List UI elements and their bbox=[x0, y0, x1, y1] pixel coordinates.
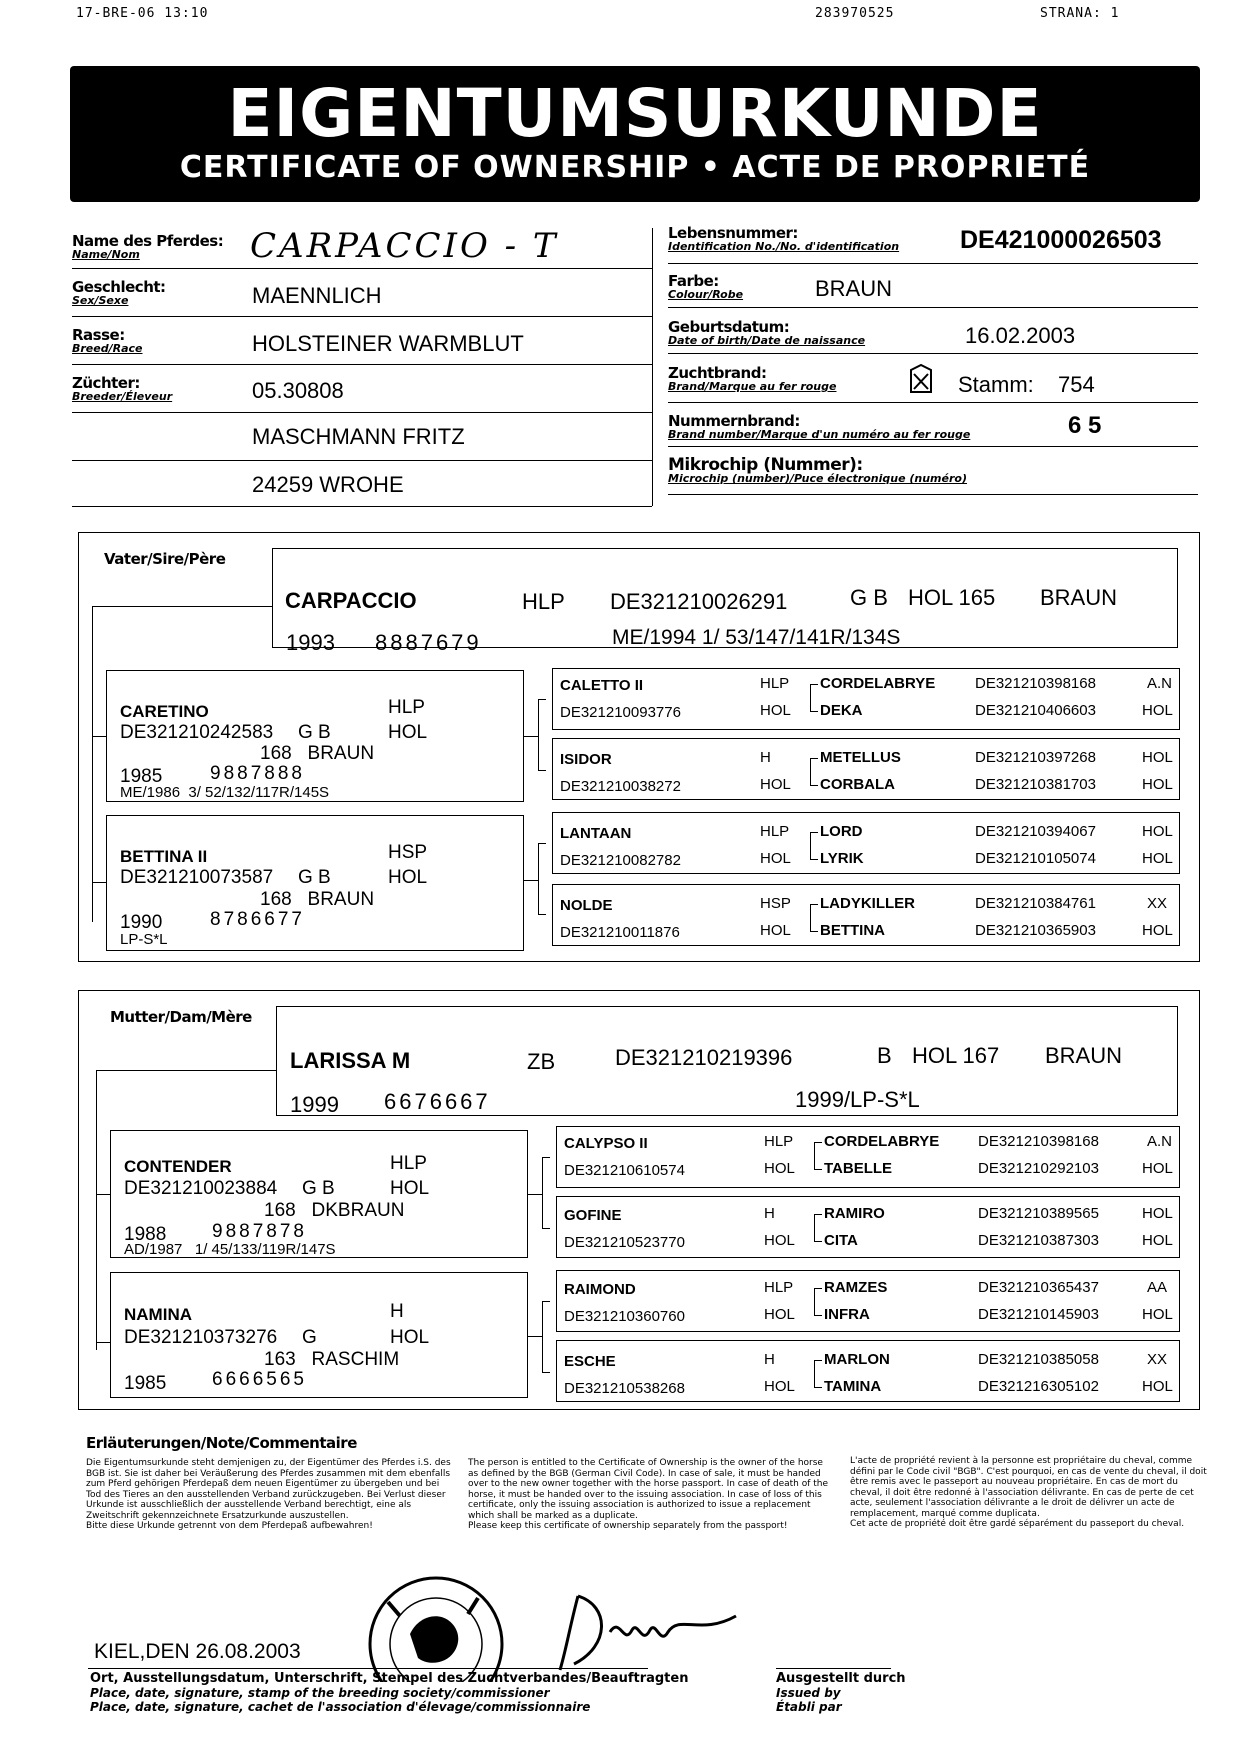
dam-granddam-gb: G bbox=[302, 1327, 317, 1348]
sire-grandsire-performance: ME/1986 3/ 52/132/117R/145S bbox=[120, 784, 330, 801]
dam-grandsire-performance: AD/1987 1/ 45/133/119R/147S bbox=[124, 1241, 336, 1258]
sire-gg4-parent1: LADYKILLER bbox=[820, 895, 915, 912]
life-number: DE421000026503 bbox=[960, 226, 1162, 254]
sire-gg4-reg1: XX bbox=[1147, 895, 1168, 912]
dam-gg2-reg1: HOL bbox=[1142, 1205, 1173, 1222]
dam-gg1-reg2: HOL bbox=[1142, 1160, 1173, 1177]
sire-gg2-parent2: CORBALA bbox=[820, 776, 895, 793]
dam-grandsire-gb: G B bbox=[302, 1178, 335, 1199]
dam-gg4-id2: DE321216305102 bbox=[978, 1378, 1099, 1395]
dam-gg4-name: ESCHE bbox=[564, 1353, 616, 1370]
sire-granddam-performance: LP-S*L bbox=[120, 931, 168, 948]
sire-id: DE321210026291 bbox=[610, 589, 788, 614]
dam-gg3-name: RAIMOND bbox=[564, 1281, 636, 1298]
breeder-id: 05.30808 bbox=[252, 378, 344, 403]
dam-gg1-reg1: A.N bbox=[1147, 1133, 1173, 1150]
sire-performance: ME/1994 1/ 53/147/141R/134S bbox=[612, 626, 901, 649]
dam-granddam-status: H bbox=[390, 1301, 404, 1322]
sire-gb: G B bbox=[850, 585, 888, 610]
dam-gg4-id1: DE321210385058 bbox=[978, 1351, 1099, 1368]
horse-name: CARPACCIO - T bbox=[250, 226, 559, 266]
dam-hol: HOL 167 bbox=[912, 1043, 1000, 1068]
sire-code: 8887679 bbox=[375, 630, 482, 655]
sire-gg2-id2: DE321210381703 bbox=[975, 776, 1096, 793]
dam-performance: 1999/LP-S*L bbox=[795, 1087, 920, 1112]
sire-gg2-id1: DE321210397268 bbox=[975, 749, 1096, 766]
sire-gg4-name: NOLDE bbox=[560, 897, 613, 914]
dam-gg4-reg2: HOL bbox=[1142, 1378, 1173, 1395]
sire-gg3-id2: DE321210105074 bbox=[975, 850, 1096, 867]
dam-gg1-id2: DE321210292103 bbox=[978, 1160, 1099, 1177]
dam-gg4-parent2: TAMINA bbox=[824, 1378, 882, 1395]
dam-gg2-status1: H bbox=[764, 1205, 775, 1222]
breeder-name: MASCHMANN FRITZ bbox=[252, 424, 465, 449]
sire-gg2-status2: HOL bbox=[760, 776, 791, 793]
sire-gg3-id1: DE321210394067 bbox=[975, 823, 1096, 840]
dam-grandsire-code: 9887878 bbox=[212, 1221, 307, 1242]
issue-place-date: KIEL,DEN 26.08.2003 bbox=[94, 1640, 301, 1663]
dam-id: DE321210219396 bbox=[615, 1045, 793, 1070]
dam-gg4-status1: H bbox=[764, 1351, 775, 1368]
sire-gg1-parent2: DEKA bbox=[820, 702, 863, 719]
sire-gg2-parent1: METELLUS bbox=[820, 749, 901, 766]
dob-value: 16.02.2003 bbox=[965, 323, 1076, 348]
sire-gg1-status2: HOL bbox=[760, 702, 791, 719]
dam-section-label: Mutter/Dam/Mère bbox=[110, 1008, 252, 1026]
dam-grandsire-id: DE321210023884 bbox=[124, 1178, 278, 1199]
sex-value: MAENNLICH bbox=[252, 283, 382, 308]
sire-gg2-reg2: HOL bbox=[1142, 776, 1173, 793]
sire-grandsire-name: CARETINO bbox=[120, 702, 209, 721]
dam-gg3-parent2: INFRA bbox=[824, 1306, 870, 1323]
dam-grandsire-hol: HOL bbox=[390, 1178, 430, 1199]
sire-gg4-status2: HOL bbox=[760, 922, 791, 939]
sex-label: Geschlecht: Sex/Sexe bbox=[72, 278, 166, 307]
notes-heading: Erläuterungen/Note/Commentaire bbox=[86, 1434, 357, 1452]
dam-gg3-reg1: AA bbox=[1147, 1279, 1168, 1296]
dam-granddam-year: 1985 bbox=[124, 1373, 167, 1394]
number-brand-label: Nummernbrand: Brand number/Marque d'un numéro au fer rouge bbox=[668, 412, 971, 441]
notes-english: The person is entitled to the Certificate of Ownership is the owner of the horse as defined by the BGB (German Civil Code). In case of sale, it must be handed over to the new owner together with the horse passport. In case of death of the horse, it must be handed over to the issuing association. In case of loss of this certificate, only the issuing association is authorized to issue a replacement which shall be marked as a duplicate. Please keep this certificate of ownership separately from the passport! bbox=[468, 1458, 829, 1531]
sire-granddam-hol: HOL bbox=[388, 867, 428, 888]
dam-gg2-id1: DE321210389565 bbox=[978, 1205, 1099, 1222]
sire-gg2-name: ISIDOR bbox=[560, 751, 612, 768]
notes-french: L'acte de propriété revient à la personne est propriétaire du cheval, comme défini par le Code civil "BGB". C'est pourquoi, en cas de vente du cheval, il doit être remis avec le passeport au nouveau propriétaire. En cas de mort du cheval, il doit être redonné à l'association délivrante. En cas de perte de cet acte, seulement l'association délivrante a le droit de délivrer un acte de remplacement, marqué comme duplicata. Cet acte de propriété doit être gardé séparément du passeport du cheval. bbox=[850, 1456, 1207, 1529]
dam-gg3-id: DE321210360760 bbox=[564, 1308, 685, 1325]
dam-granddam-code: 6666565 bbox=[212, 1369, 307, 1390]
microchip-label: Mikrochip (Nummer): Microchip (number)/Puce électronique (numéro) bbox=[668, 455, 967, 485]
dam-code: 6676667 bbox=[384, 1089, 491, 1114]
dam-gg1-status2: HOL bbox=[764, 1160, 795, 1177]
sire-granddam-year: 1990 bbox=[120, 912, 163, 933]
sire-grandsire-hol: HOL bbox=[388, 722, 428, 743]
sire-colour: BRAUN bbox=[1040, 585, 1118, 610]
breed-label: Rasse: Breed/Race bbox=[72, 326, 143, 355]
breeder-town: 24259 WROHE bbox=[252, 472, 404, 497]
dam-year: 1999 bbox=[290, 1092, 339, 1117]
dam-gg2-id2: DE321210387303 bbox=[978, 1232, 1099, 1249]
sire-gg3-parent1: LORD bbox=[820, 823, 863, 840]
sire-gg1-id: DE321210093776 bbox=[560, 704, 681, 721]
dam-gg4-status2: HOL bbox=[764, 1378, 795, 1395]
number-brand-value: 6 5 bbox=[1068, 412, 1102, 439]
sire-granddam-colour: 168 BRAUN bbox=[260, 889, 375, 910]
dam-gg2-name: GOFINE bbox=[564, 1207, 622, 1224]
dam-colour: BRAUN bbox=[1045, 1043, 1123, 1068]
sire-gg4-status1: HSP bbox=[760, 895, 791, 912]
sire-granddam-status: HSP bbox=[388, 842, 428, 863]
title-banner bbox=[70, 66, 1200, 202]
notes-german: Die Eigentumsurkunde steht demjenigen zu, der Eigentümer des Pferdes i.S. des BGB ist. Sie ist daher bei Veräußerung des Pferdes zusammen mit dem ebenfalls zum Pferd gehörigen Pferdepaß dem neuen Eigentümer zu übergeben und bei Tod des Tieres an den ausstellenden Verband zurückzugeben. Bei Verlust dieser Urkunde ist ausschließlich der ausstellende Verband berechtigt, eine als Zweitschrift gekennzeichnete Ersatzurkunde auszustellen. Bitte diese Urkunde getrennt von dem Pferdepaß aufbewahren! bbox=[86, 1458, 451, 1531]
sire-gg4-reg2: HOL bbox=[1142, 922, 1173, 939]
sire-name: CARPACCIO bbox=[285, 588, 417, 613]
dam-granddam-colour: 163 RASCHIM bbox=[264, 1349, 400, 1370]
dam-gg3-status2: HOL bbox=[764, 1306, 795, 1323]
sire-gg4-id: DE321210011876 bbox=[560, 924, 680, 941]
sire-grandsire-status: HLP bbox=[388, 697, 425, 718]
dam-grandsire-name: CONTENDER bbox=[124, 1157, 232, 1176]
dam-gg1-parent1: CORDELABRYE bbox=[824, 1133, 940, 1150]
stamm-label: Stamm: bbox=[958, 372, 1034, 397]
dam-gg2-status2: HOL bbox=[764, 1232, 795, 1249]
life-number-label: Lebensnummer: Identification No./No. d'identification bbox=[668, 224, 900, 253]
document-subtitle: CERTIFICATE OF OWNERSHIP • ACTE DE PROPRIETÉ bbox=[179, 150, 1091, 185]
sire-gg3-id: DE321210082782 bbox=[560, 852, 681, 869]
sire-section-label: Vater/Sire/Père bbox=[104, 550, 226, 568]
brand-label: Zuchtbrand: Brand/Marque au fer rouge bbox=[668, 364, 837, 393]
dam-gg1-status1: HLP bbox=[764, 1133, 794, 1150]
sire-granddam-id: DE321210073587 bbox=[120, 867, 274, 888]
fax-timestamp: 17-BRE-06 13:10 bbox=[76, 6, 209, 21]
brand-mark-icon bbox=[908, 362, 934, 396]
dam-status: ZB bbox=[527, 1049, 556, 1074]
sire-hol: HOL 165 bbox=[908, 585, 996, 610]
dam-gg1-parent2: TABELLE bbox=[824, 1160, 893, 1177]
dam-gg3-status1: HLP bbox=[764, 1279, 794, 1296]
dam-granddam-name: NAMINA bbox=[124, 1305, 192, 1324]
dam-gg3-id2: DE321210145903 bbox=[978, 1306, 1099, 1323]
dam-gb: B bbox=[877, 1043, 892, 1068]
sire-gg1-reg1: A.N bbox=[1147, 675, 1173, 692]
dam-gg1-id1: DE321210398168 bbox=[978, 1133, 1099, 1150]
sire-status: HLP bbox=[522, 589, 565, 614]
sire-gg1-name: CALETTO II bbox=[560, 677, 644, 694]
sire-granddam-code: 8786677 bbox=[210, 909, 305, 930]
dam-gg4-id: DE321210538268 bbox=[564, 1380, 685, 1397]
sire-gg2-id: DE321210038272 bbox=[560, 778, 681, 795]
sire-year: 1993 bbox=[286, 630, 335, 655]
dam-gg1-name: CALYPSO II bbox=[564, 1135, 648, 1152]
dam-granddam-id: DE321210373276 bbox=[124, 1327, 278, 1348]
sire-gg3-name: LANTAAN bbox=[560, 825, 632, 842]
sire-grandsire-code: 9887888 bbox=[210, 763, 305, 784]
sire-gg1-status1: HLP bbox=[760, 675, 790, 692]
sire-gg1-id2: DE321210406603 bbox=[975, 702, 1096, 719]
name-label: Name des Pferdes: Name/Nom bbox=[72, 232, 224, 261]
colour-value: BRAUN bbox=[815, 276, 893, 301]
sire-granddam-name: BETTINA II bbox=[120, 847, 208, 866]
official-stamp-icon bbox=[358, 1572, 534, 1682]
sire-grandsire-id: DE321210242583 bbox=[120, 722, 274, 743]
dam-gg2-parent2: CITA bbox=[824, 1232, 858, 1249]
sire-grandsire-gb: G B bbox=[298, 722, 331, 743]
sire-grandsire-colour: 168 BRAUN bbox=[260, 743, 375, 764]
dam-gg4-parent1: MARLON bbox=[824, 1351, 890, 1368]
sire-gg4-parent2: BETTINA bbox=[820, 922, 885, 939]
sire-gg2-reg1: HOL bbox=[1142, 749, 1173, 766]
dam-grandsire-year: 1988 bbox=[124, 1224, 167, 1245]
fax-page: STRANA: 1 bbox=[1040, 6, 1120, 21]
sire-gg1-parent1: CORDELABRYE bbox=[820, 675, 936, 692]
sire-gg1-reg2: HOL bbox=[1142, 702, 1173, 719]
sire-granddam-gb: G B bbox=[298, 867, 331, 888]
breed-value: HOLSTEINER WARMBLUT bbox=[252, 331, 524, 356]
dam-gg1-id: DE321210610574 bbox=[564, 1162, 685, 1179]
dam-gg2-reg2: HOL bbox=[1142, 1232, 1173, 1249]
signature-label: Ort, Ausstellungsdatum, Unterschrift, Stempel des Zuchtverbandes/Beauftragten Place, date, signature, stamp of the breeding society/commissioner Place, date, signature, cachet de l'association d'élevage/commissionnaire bbox=[90, 1671, 689, 1714]
colour-label: Farbe: Colour/Robe bbox=[668, 272, 744, 301]
dam-gg4-reg1: XX bbox=[1147, 1351, 1168, 1368]
sire-gg4-id2: DE321210365903 bbox=[975, 922, 1096, 939]
dam-gg3-parent1: RAMZES bbox=[824, 1279, 888, 1296]
dam-gg2-id: DE321210523770 bbox=[564, 1234, 685, 1251]
sire-gg3-status2: HOL bbox=[760, 850, 791, 867]
issued-by-label: Ausgestellt durch Issued by Établi par bbox=[776, 1671, 906, 1714]
document-title: EIGENTUMSURKUNDE bbox=[227, 75, 1043, 152]
sire-gg2-status1: H bbox=[760, 749, 771, 766]
dam-gg2-parent1: RAMIRO bbox=[824, 1205, 885, 1222]
dam-grandsire-status: HLP bbox=[390, 1153, 427, 1174]
sire-grandsire-year: 1985 bbox=[120, 766, 163, 787]
breeder-label: Züchter: Breeder/Éleveur bbox=[72, 374, 173, 403]
sire-gg1-id1: DE321210398168 bbox=[975, 675, 1096, 692]
dam-gg3-reg2: HOL bbox=[1142, 1306, 1173, 1323]
dam-name: LARISSA M bbox=[290, 1048, 411, 1073]
fax-number: 283970525 bbox=[815, 6, 895, 21]
dam-grandsire-colour: 168 DKBRAUN bbox=[264, 1200, 405, 1221]
signature-icon bbox=[540, 1586, 740, 1676]
dam-gg3-id1: DE321210365437 bbox=[978, 1279, 1099, 1296]
sire-gg3-reg2: HOL bbox=[1142, 850, 1173, 867]
sire-gg3-reg1: HOL bbox=[1142, 823, 1173, 840]
dam-granddam-hol: HOL bbox=[390, 1327, 430, 1348]
sire-gg3-parent2: LYRIK bbox=[820, 850, 864, 867]
stamm-value: 754 bbox=[1058, 372, 1095, 397]
sire-gg3-status1: HLP bbox=[760, 823, 790, 840]
dob-label: Geburtsdatum: Date of birth/Date de naissance bbox=[668, 318, 866, 347]
sire-gg4-id1: DE321210384761 bbox=[975, 895, 1096, 912]
